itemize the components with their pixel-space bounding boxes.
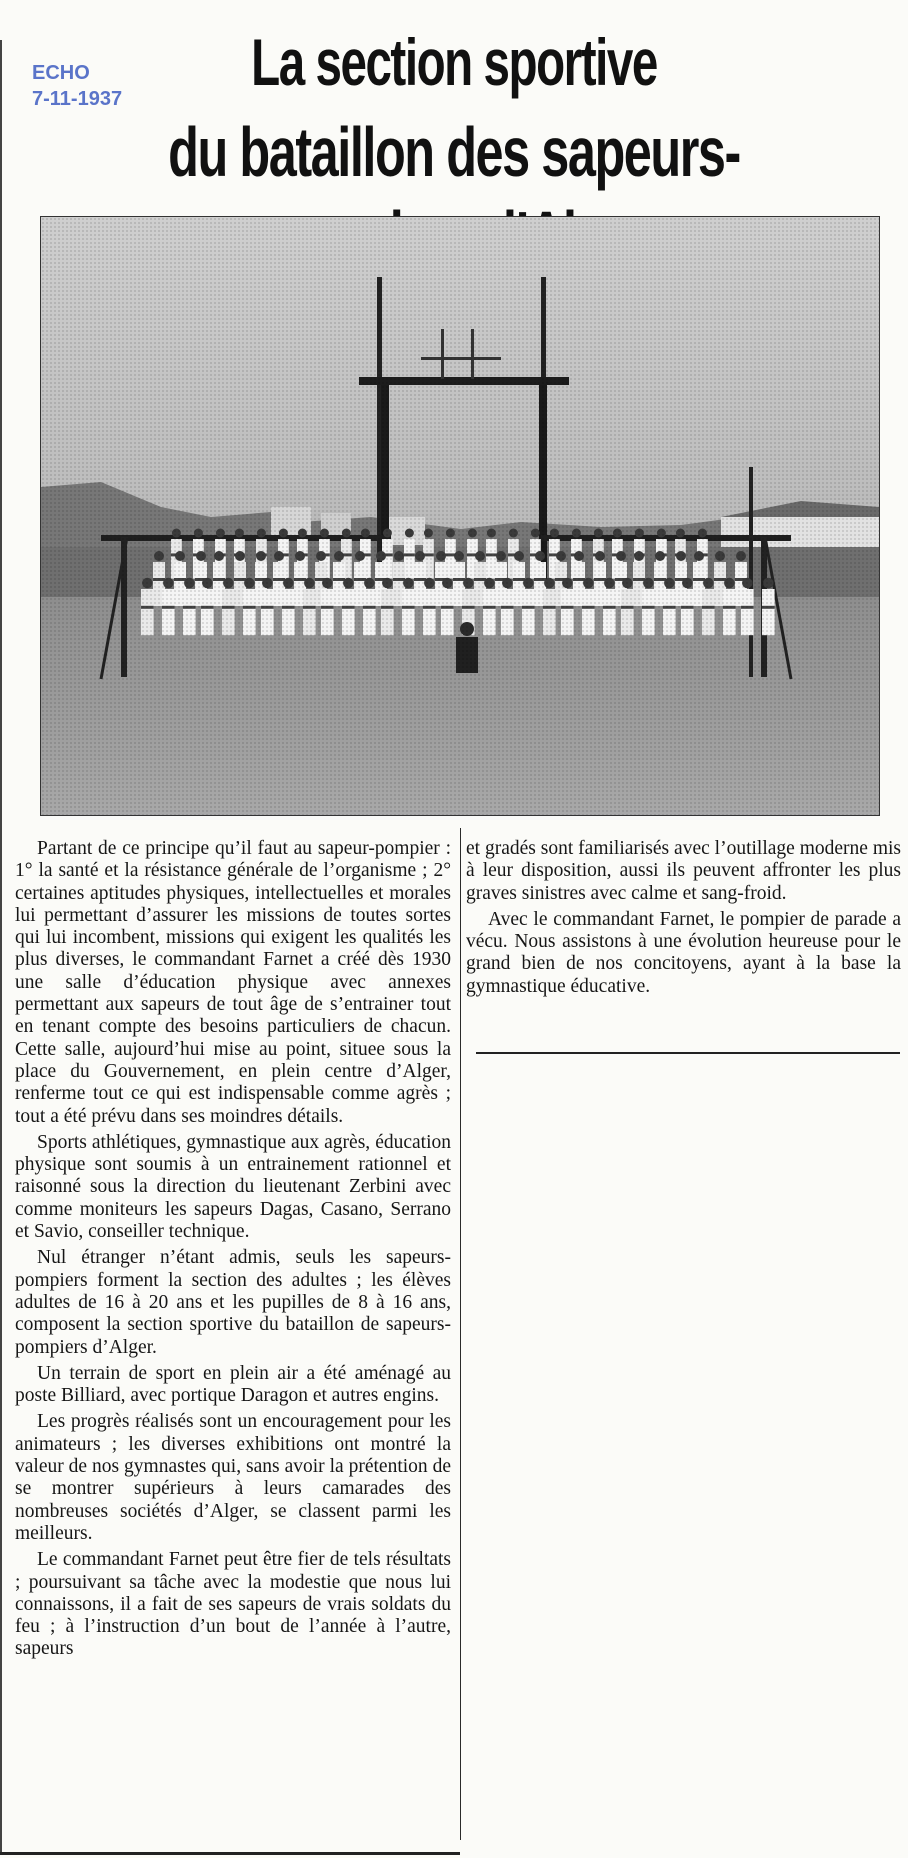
column-divider (460, 828, 461, 1840)
photo-illustration (41, 217, 879, 815)
article-left-column (15, 838, 451, 1665)
paragraph: Nul étranger n’étant admis, seuls les sapeurs-pompiers forment la section des adultes ; les élèves adultes de 16 à 20 ans et les pupilles de 8 à 16 ans, composent la section sportive du bataillon de sapeurs-pompiers d’Alger. (15, 1247, 451, 1358)
paragraph: Avec le commandant Farnet, le pompier de parade a vécu. Nous assistons à une évolution heureuse pour le grand bien de nos concitoyens, ayant à la base la gymnastique éducative. (466, 908, 901, 997)
clipping-bottom-rule (0, 1852, 460, 1855)
source-date: 7-11-1937 (32, 88, 123, 110)
paragraph: Les progrès réalisés sont un encouragement pour les animateurs ; les diverses exhibitions ont montré la valeur de nos gymnastes qui, sans avoir la prétention de se montrer supérieurs à leurs camarades des nombreuses sociétés d’Alger, se classent parmi les meilleurs. (15, 1411, 451, 1544)
paragraph-continuation: et gradés sont familiarisés avec l’outillage moderne mis à leur disposition, aussi ils peuvent affronter les plus graves sinistres avec calme et sang-froid. (466, 838, 901, 904)
paragraph: Un terrain de sport en plein air a été aménagé au poste Billiard, avec portique Daragon et autres engins. (15, 1362, 451, 1407)
article-photo (40, 216, 880, 816)
paragraph: Le commandant Farnet peut être fier de tels résultats ; poursuivant sa tâche avec la modestie que nous lui connaissons, il a fait de ses sapeurs de vrais soldats du feu ; à l’instruction d’un bout de l’année à l’autre, sapeurs (15, 1549, 451, 1660)
article-end-rule (476, 1052, 900, 1054)
paragraph: Partant de ce principe qu’il faut au sapeur-pompier : 1° la santé et la résistance générale de l’organisme ; 2° certaines aptitudes physiques, intellectuelles et morales lui permettant d’assurer les missions de toutes sortes qui lui incombent, missions qui exigent les qualités les plus diverses, le commandant Farnet a créé dès 1930 une salle d’éducation physique avec annexes permettant aux sapeurs de tout âge de s’entrainer tout en tenant compte des besoins particuliers de chacun. Cette salle, aujourd’hui mise au point, situee sous la place du Gouvernement, en plein centre d’Alger, renferme tout ce qui est indispensable comme agrès ; tout a été prévu dans ses moindres détails. (15, 838, 451, 1127)
source-name: ECHO (32, 62, 90, 84)
paragraph: Sports athlétiques, gymnastique aux agrès, éducation physique sont soumis à un entrainement rationnel et raisonné sous la direction du lieutenant Zerbini avec comme moniteurs les sapeurs Dagas, Casano, Serrano et Savio, conseiller technique. (15, 1131, 451, 1243)
article-right-column (466, 838, 901, 1002)
clipping-left-edge (0, 40, 2, 1852)
headline-line-1: La section sportive (251, 25, 657, 99)
headline-line-2: du bataillon des sapeurs- (168, 113, 740, 191)
clipping-source-stamp (32, 60, 122, 112)
